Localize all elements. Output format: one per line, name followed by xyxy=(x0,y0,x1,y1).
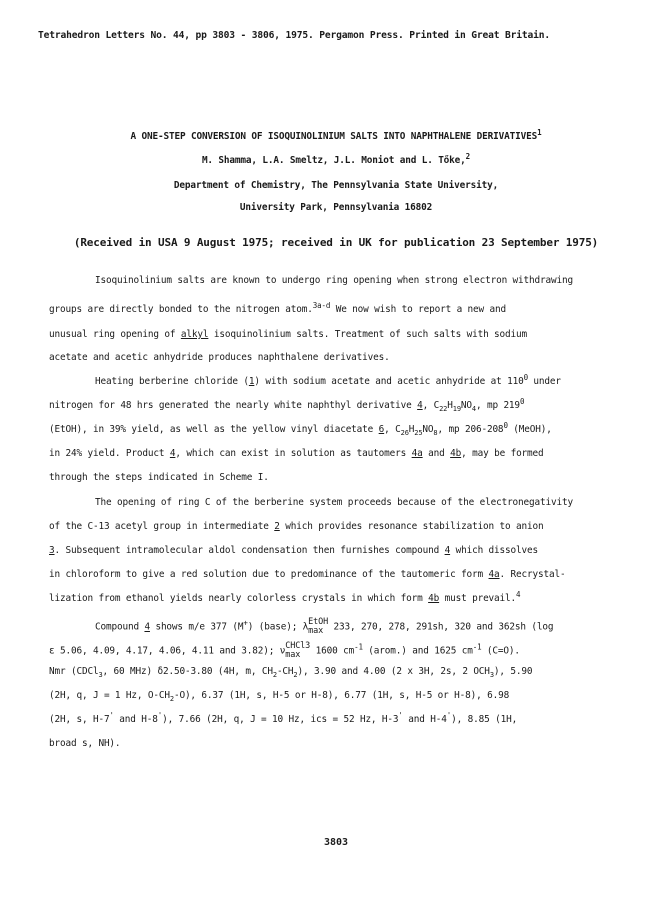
para4-line6: broad s, NH). xyxy=(49,738,121,749)
para1-text: unusual ring opening of xyxy=(49,329,181,340)
para2-text: in 24% yield. Product xyxy=(49,448,170,459)
para3-text: lization from ethanol yields nearly colorless crystals in which form xyxy=(49,593,429,604)
title-footnote-mark: 1 xyxy=(537,127,542,137)
formula-subscript: 3 xyxy=(98,670,103,679)
unit-exponent: -1 xyxy=(354,642,363,652)
formula-text: , C xyxy=(384,424,401,435)
para4-text: ), 3.90 and 4.00 (2 x 3H, 2s, 2 OCH xyxy=(297,666,490,677)
para3-text: in chloroform to give a red solution due to predominance of the tautomeric form xyxy=(49,569,489,580)
para4-text: Compound xyxy=(95,621,145,633)
para4-text: ) (base); λ xyxy=(247,621,309,633)
para3-text: must prevail. xyxy=(439,593,517,604)
charge-mark: + xyxy=(243,618,248,628)
formula-text: H xyxy=(447,400,453,411)
para2-text: (MeOH), xyxy=(507,424,552,435)
para3-line2 xyxy=(49,521,544,533)
para4-text: Nmr (CDCl xyxy=(49,666,99,677)
author-footnote-mark: 2 xyxy=(465,151,471,161)
compound-ref: 4a xyxy=(411,448,423,459)
para2-text: , which can exist in solution as tautomers xyxy=(175,448,412,459)
compound-ref: 1 xyxy=(248,376,255,387)
para4-text: (arom.) and 1625 cm xyxy=(362,645,473,657)
compound-ref: 6 xyxy=(378,424,385,435)
compound-ref: 4 xyxy=(444,545,451,556)
para4-line3 xyxy=(49,666,532,678)
formula-text: NO xyxy=(422,424,434,435)
formula-text: , C xyxy=(422,400,440,411)
para4-text: (2H, s, H-7 xyxy=(49,714,110,725)
prime-mark: ' xyxy=(157,710,163,720)
received-dates: (Received in USA 9 August 1975; received in UK for publication 23 September 1975) xyxy=(73,236,599,249)
para3-line5 xyxy=(49,589,521,605)
reference-mark: 4 xyxy=(516,589,521,599)
author-list xyxy=(0,151,672,167)
max-label: max xyxy=(285,650,301,660)
compound-ref: 4 xyxy=(144,621,150,633)
reference-mark: 3a-d xyxy=(312,300,331,310)
para2-text: , mp 206-208 xyxy=(437,424,504,435)
para2-text: and xyxy=(422,448,451,459)
compound-ref: 3 xyxy=(49,545,55,556)
affiliation-line-1: Department of Chemistry, The Pennsylvania State University, xyxy=(173,180,499,191)
para4-text: 1600 cm xyxy=(310,645,355,657)
para4-line2 xyxy=(49,642,520,660)
degree-mark: 0 xyxy=(523,372,528,382)
para2-line2 xyxy=(49,396,525,413)
compound-ref: 4a xyxy=(488,569,500,580)
journal-header: Tetrahedron Letters No. 44, pp 3803 - 3806, 1975. Pergamon Press. Printed in Great Britain. xyxy=(38,30,550,41)
para2-line1 xyxy=(95,372,561,388)
para4-text: (2H, q, J = 1 Hz, O-CH xyxy=(49,690,170,701)
para4-text: ε 5.06, 4.09, 4.17, 4.06, 4.11 and 3.82); ν xyxy=(49,645,286,657)
para3-text: which dissolves xyxy=(450,545,539,556)
formula-subscript: 8 xyxy=(433,428,438,437)
solvent-label: EtOH xyxy=(308,617,329,627)
para3-text: . Subsequent intramolecular aldol condensation then furnishes compound xyxy=(54,545,445,556)
para4-text: (C=O). xyxy=(481,645,520,657)
para3-text: . Recrystal- xyxy=(499,569,566,580)
para4-text: -O), 6.37 (1H, s, H-5 or H-8), 6.77 (1H, s, H-5 or H-8), 6.98 xyxy=(173,690,510,701)
para2-text: nitrogen for 48 hrs generated the nearly white naphthyl derivative xyxy=(49,400,418,411)
compound-ref: 4 xyxy=(169,448,176,459)
para2-text: , mp 219 xyxy=(475,400,520,411)
para1-line4: acetate and acetic anhydride produces naphthalene derivatives. xyxy=(49,352,390,363)
emphasis-alkyl: alkyl xyxy=(180,329,209,340)
para4-text: and H-8 xyxy=(113,714,158,725)
para4-text: shows m/e 377 (M xyxy=(149,621,244,633)
prime-mark: ' xyxy=(398,710,403,720)
page-number: 3803 xyxy=(323,837,349,848)
prime-mark: ' xyxy=(446,710,452,720)
para4-line5 xyxy=(49,710,518,726)
para2-text: (EtOH), in 39% yield, as well as the yellow vinyl diacetate xyxy=(49,424,379,435)
formula-subscript: 25 xyxy=(414,428,423,437)
para4-text: , 60 MHz) δ2.50-3.80 (4H, m, CH xyxy=(102,666,273,677)
para4-text: ), 7.66 (2H, q, J = 10 Hz, ics = 52 Hz, H-3 xyxy=(162,714,399,725)
para2-text: under xyxy=(527,376,561,387)
affiliation-line-2: University Park, Pennsylvania 16802 xyxy=(239,202,433,213)
para1-line1: Isoquinolinium salts are known to undergo ring opening when strong electron withdrawing xyxy=(95,275,573,286)
formula-subscript: 3 xyxy=(489,670,494,679)
formula-subscript: 2 xyxy=(272,670,277,679)
para4-line4 xyxy=(49,690,509,702)
para3-text: which provides resonance stabilization to anion xyxy=(279,521,544,532)
title-text: A ONE-STEP CONVERSION OF ISOQUINOLINIUM SALTS INTO NAPHTHALENE DERIVATIVES xyxy=(130,131,538,142)
para2-text: ) with sodium acetate and acetic anhydride at 110 xyxy=(254,376,524,387)
para4-text: 233, 270, 278, 291sh, 320 and 362sh (log xyxy=(328,621,554,633)
compound-ref: 4b xyxy=(428,593,440,604)
formula-subscript: 19 xyxy=(452,404,461,413)
formula-text: H xyxy=(408,424,415,435)
compound-ref: 4b xyxy=(450,448,462,459)
para4-text: and H-4 xyxy=(402,714,447,725)
formula-subscript: 22 xyxy=(439,404,448,413)
para1-text: groups are directly bonded to the nitrogen atom. xyxy=(49,304,313,315)
para1-line3 xyxy=(49,329,527,341)
compound-ref: 2 xyxy=(274,521,280,532)
degree-mark: 0 xyxy=(519,396,525,406)
para1-text: We now wish to report a new and xyxy=(330,304,507,315)
para3-line1: The opening of ring C of the berberine system proceeds because of the electronegativity xyxy=(95,497,573,508)
para1-line2 xyxy=(49,300,507,316)
nu-max-label xyxy=(285,642,310,660)
para3-line3 xyxy=(49,545,538,557)
para2-line5: through the steps indicated in Scheme I. xyxy=(49,472,269,483)
para4-text: -CH xyxy=(276,666,294,677)
para2-line3 xyxy=(49,420,552,437)
max-label: max xyxy=(308,626,324,636)
lambda-max-label xyxy=(308,618,328,636)
formula-subscript: 2 xyxy=(293,670,298,679)
degree-mark: 0 xyxy=(503,420,508,430)
para4-text: ), 5.90 xyxy=(493,666,533,677)
article-title xyxy=(0,127,672,143)
unit-exponent: -1 xyxy=(472,642,482,652)
authors-text: M. Shamma, L.A. Smeltz, J.L. Moniot and L. Tőke, xyxy=(201,155,466,166)
compound-ref: 4 xyxy=(417,400,423,411)
para4-line1 xyxy=(95,618,553,636)
para3-text: of the C-13 acetyl group in intermediate xyxy=(49,521,275,532)
para4-text: ), 8.85 (1H, xyxy=(451,714,518,725)
prime-mark: ' xyxy=(109,710,114,720)
formula-text: NO xyxy=(460,400,472,411)
formula-subscript: 2 xyxy=(169,694,174,703)
para2-line4 xyxy=(49,448,544,460)
para2-text: , may be formed xyxy=(461,448,544,459)
para2-text: Heating berberine chloride ( xyxy=(95,376,249,387)
para1-text: isoquinolinium salts. Treatment of such salts with sodium xyxy=(208,329,528,340)
formula-subscript: 4 xyxy=(471,404,476,413)
formula-subscript: 26 xyxy=(400,428,409,437)
para3-line4 xyxy=(49,569,565,581)
solvent-label: CHCl3 xyxy=(285,641,311,651)
